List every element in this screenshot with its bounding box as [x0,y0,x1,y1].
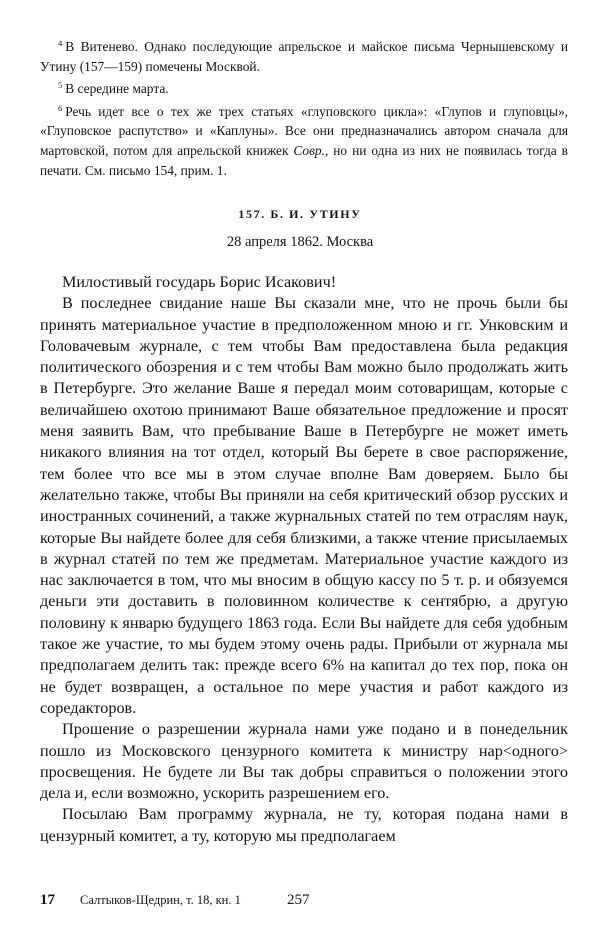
letter-paragraph-3: Посылаю Вам программу журнала, не ту, которая подана нами в цензурный комитет, а ту, которую мы предполагаем [40,805,568,845]
footnote-6 [40,99,568,180]
letter-paragraph-2: Прошение о разрешении журнала нами уже подано и в понедельник пошло из Московского цензурного комитета к министру нар<одного> просвещения. Не будете ли Вы так добры справиться о положении этого дела и, если возможно, ускорить разрешением его. [40,720,568,803]
footnote-5 [40,76,568,99]
signature-mark: Салтыков-Щедрин, т. 18, кн. 1 [80,893,241,907]
page-footer [0,890,600,914]
letter-date: 28 апреля 1862. Москва [226,234,374,250]
letter-body [40,272,568,847]
footnote-number: 4 [58,38,63,48]
letter-paragraph-1: В последнее свидание наше Вы сказали мне, что не прочь были бы принять материальное участие в предположенном мною и гг. Унковским и Головачевым журнале, с тем чтобы Вам предоставлена была редакция политического обозрения и с тем чтобы Вам можно было продолжать жить в Петербурге. Это желание Ваше я передал моим сотоварищам, которые с величайшею охотою принимают Ваше обязательное предложение и просят меня заявить Вам, что пребывание Ваше в Петербурге не может иметь никакого влияния на тот отдел, который Вы берете в свое распоряжение, тем более что все мы в этом случае вполне Вам доверяем. Было бы желательно также, чтобы Вы приняли на себя критический обзор русских и иностранных сочинений, а также журнальных статей по тем отраслям наук, которые Вы найдете более для себя близкими, а также чтение присылаемых в журнал статей по тем же предметам. Материальное участие каждого из нас заключается в том, что мы вносим в общую кассу по 5 т. р. и обязуемся деньги эти доставить в половинном количестве к сентябрю, а другую половину к январю будущего 1863 года. Если Вы найдете для себя удобным такое же участие, то мы будем этому очень рады. Прибыли от журнала мы предполагаем делить так: прежде всего 6% на капитал до тех пор, пока он не будет возвращен, а остальное по мере участия и работ каждого из соредакторов. [40,294,568,717]
letter-greeting: Милостивый государь Борис Исакович! [62,273,337,291]
journal-abbreviation: Совр. [293,142,325,158]
footnote-4 [40,34,568,76]
footnote-number: 5 [58,80,63,91]
footnote-text: В середине марта. [65,81,169,97]
footnotes [40,34,568,180]
footnote-text: Речь идет все о тех же трех статьях «глуповского цикла»: «Глупов и глуповцы», «Глуповское распутство» и «Каплуны». Все они предназначались автором сначала для мартовской, потом для апрельской книжек [40,103,568,158]
signature-number: 17 [40,892,55,908]
footnote-text-continued: , но ни одна из них не появилась тогда в печати. См. письмо 154, прим. 1. [40,142,568,178]
page-number: 257 [287,892,310,908]
letter-heading: 157. Б. И. УТИНУ [238,207,362,221]
footnote-text: В Витенево. Однако последующие апрельское и майское письма Чернышевскому и Утину (157—159) помечены Москвой. [40,39,568,74]
footnote-number: 6 [58,102,63,113]
